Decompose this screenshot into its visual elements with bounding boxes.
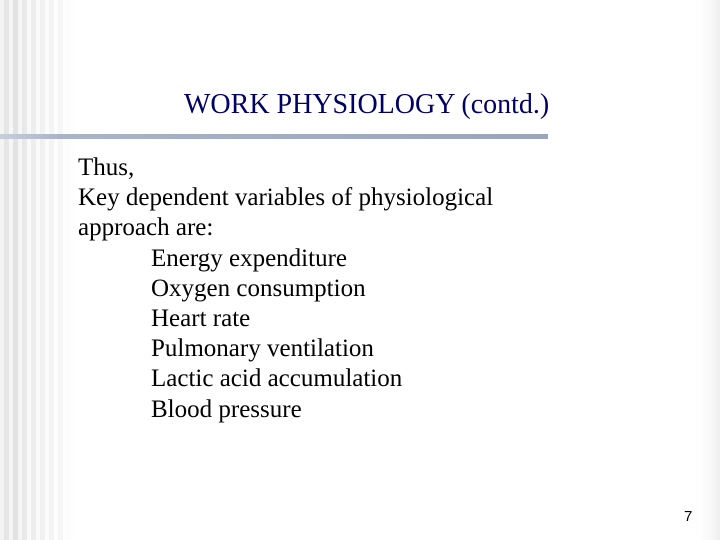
- title-underline: [0, 134, 548, 139]
- slide-body: [78, 153, 493, 425]
- intro-line: Key dependent variables of physiological: [78, 184, 494, 212]
- list-item: Lactic acid accumulation: [151, 365, 403, 393]
- intro-line: Thus,: [78, 154, 135, 181]
- list-item: Energy expenditure: [151, 244, 347, 272]
- slide-title: WORK PHYSIOLOGY (contd.): [184, 89, 550, 120]
- list-item: Pulmonary ventilation: [151, 335, 374, 363]
- list-item: Oxygen consumption: [151, 274, 366, 302]
- intro-line: approach are:: [78, 214, 214, 242]
- background-stripes: [0, 0, 66, 540]
- variables-list: [78, 244, 493, 425]
- list-item: Blood pressure: [151, 395, 302, 423]
- list-item: Heart rate: [151, 305, 251, 333]
- page-number: 7: [684, 508, 693, 525]
